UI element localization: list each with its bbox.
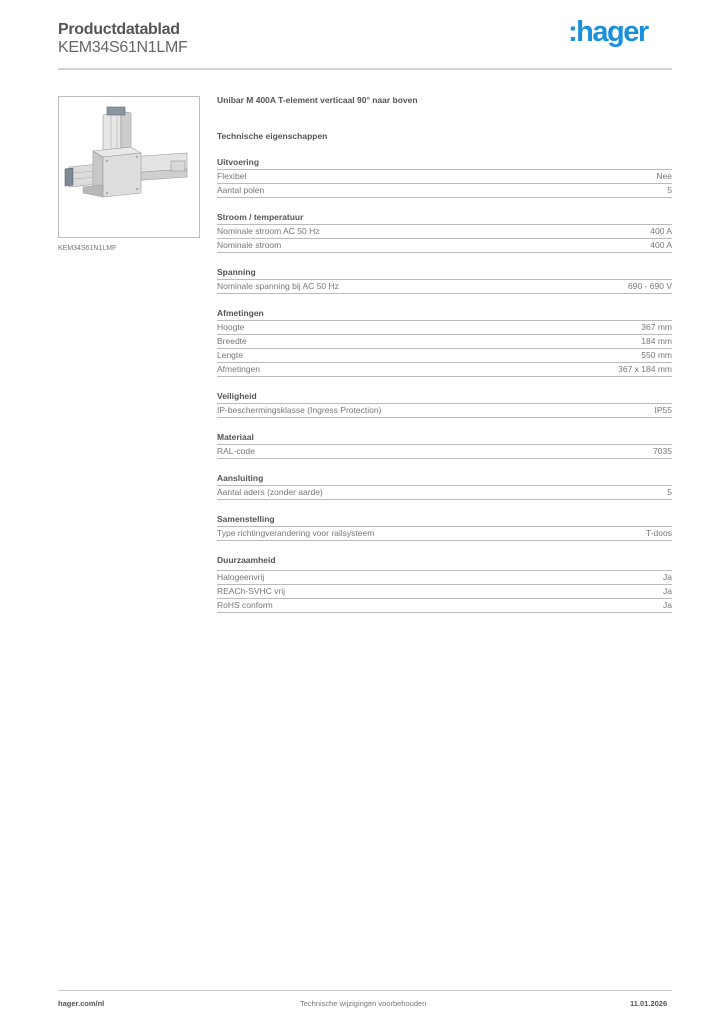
spec-group-title: Spanning xyxy=(217,267,672,280)
spec-row xyxy=(217,571,672,585)
spec-label: Aantal aders (zonder aarde) xyxy=(217,487,323,497)
spec-row xyxy=(217,321,672,335)
spec-label: Hoogte xyxy=(217,322,245,332)
spec-group-samenstelling xyxy=(217,514,672,541)
spec-row xyxy=(217,349,672,363)
product-title: Unibar M 400A T-element verticaal 90° naar boven xyxy=(217,95,418,105)
spec-group-title: Veiligheid xyxy=(217,391,672,404)
page-title: Productdatablad xyxy=(58,21,180,38)
spec-label: Nominale stroom xyxy=(217,240,282,250)
spec-row xyxy=(217,363,672,377)
spec-group-aansluiting xyxy=(217,473,672,500)
spec-label: Lengte xyxy=(217,350,243,360)
spec-value: 367 mm xyxy=(641,322,672,332)
spec-group-veiligheid xyxy=(217,391,672,418)
spec-value: 690 - 690 V xyxy=(628,281,672,291)
spec-value: 400 A xyxy=(650,240,672,250)
hager-logo: :hager xyxy=(568,16,648,48)
t-element-product-icon xyxy=(59,97,199,237)
spec-group-uitvoering xyxy=(217,157,672,198)
spec-value: IP55 xyxy=(654,405,672,415)
spec-value: Ja xyxy=(663,586,672,596)
spec-row xyxy=(217,404,672,418)
spec-row xyxy=(217,527,672,541)
spec-label: IP-beschermingsklasse (Ingress Protection) xyxy=(217,405,382,415)
spec-value: Nee xyxy=(656,171,672,181)
product-specs xyxy=(217,95,672,613)
spec-label: Flexibel xyxy=(217,171,247,181)
footer-website-link[interactable]: hager.com/nl xyxy=(58,999,105,1008)
spec-value: 5 xyxy=(667,487,672,497)
spec-group-title: Samenstelling xyxy=(217,514,672,527)
footer-divider xyxy=(58,990,672,991)
spec-label: REACh-SVHC vrij xyxy=(217,586,286,596)
spec-group-title: Aansluiting xyxy=(217,473,672,486)
spec-value: Ja xyxy=(663,572,672,582)
spec-group-afmetingen xyxy=(217,308,672,377)
spec-label: RAL-code xyxy=(217,446,255,456)
spec-row xyxy=(217,585,672,599)
spec-label: RoHS conform xyxy=(217,600,273,610)
spec-group-stroom xyxy=(217,212,672,253)
spec-group-title: Duurzaamheid xyxy=(217,555,672,571)
spec-group-spanning xyxy=(217,267,672,294)
spec-value: T-doos xyxy=(646,528,672,538)
spec-label: Breedte xyxy=(217,336,247,346)
spec-label: Nominale stroom AC 50 Hz xyxy=(217,226,320,236)
image-caption: KEM34S61N1LMF xyxy=(58,245,117,252)
spec-label: Nominale spanning bij AC 50 Hz xyxy=(217,281,339,291)
spec-group-title: Materiaal xyxy=(217,432,672,445)
spec-row xyxy=(217,184,672,198)
product-image xyxy=(58,96,200,238)
spec-label: Halogeenvrij xyxy=(217,572,265,582)
spec-value: 550 mm xyxy=(641,350,672,360)
spec-row xyxy=(217,335,672,349)
header-divider xyxy=(58,68,672,70)
spec-label: Aantal polen xyxy=(217,185,265,195)
spec-group-duurzaamheid xyxy=(217,555,672,613)
spec-group-title: Afmetingen xyxy=(217,308,672,321)
spec-value: 7035 xyxy=(653,446,672,456)
spec-group-title: Stroom / temperatuur xyxy=(217,212,672,225)
spec-row xyxy=(217,170,672,184)
spec-row xyxy=(217,486,672,500)
spec-value: 400 A xyxy=(650,226,672,236)
technical-properties-heading: Technische eigenschappen xyxy=(217,131,328,141)
spec-group-materiaal xyxy=(217,432,672,459)
spec-row xyxy=(217,239,672,253)
spec-value: Ja xyxy=(663,600,672,610)
spec-group-title: Uitvoering xyxy=(217,157,672,170)
spec-row xyxy=(217,225,672,239)
spec-value: 367 x 184 mm xyxy=(618,364,672,374)
spec-label: Type richtingverandering voor railsysteem xyxy=(217,528,375,538)
spec-value: 184 mm xyxy=(641,336,672,346)
spec-label: Afmetingen xyxy=(217,364,260,374)
spec-row xyxy=(217,445,672,459)
spec-value: 5 xyxy=(667,185,672,195)
footer-date: 11.01.2026 xyxy=(630,999,668,1008)
footer-notice: Technische wijzigingen voorbehouden xyxy=(300,999,427,1008)
spec-row xyxy=(217,599,672,613)
spec-row xyxy=(217,280,672,294)
product-code: KEM34S61N1LMF xyxy=(58,39,188,56)
